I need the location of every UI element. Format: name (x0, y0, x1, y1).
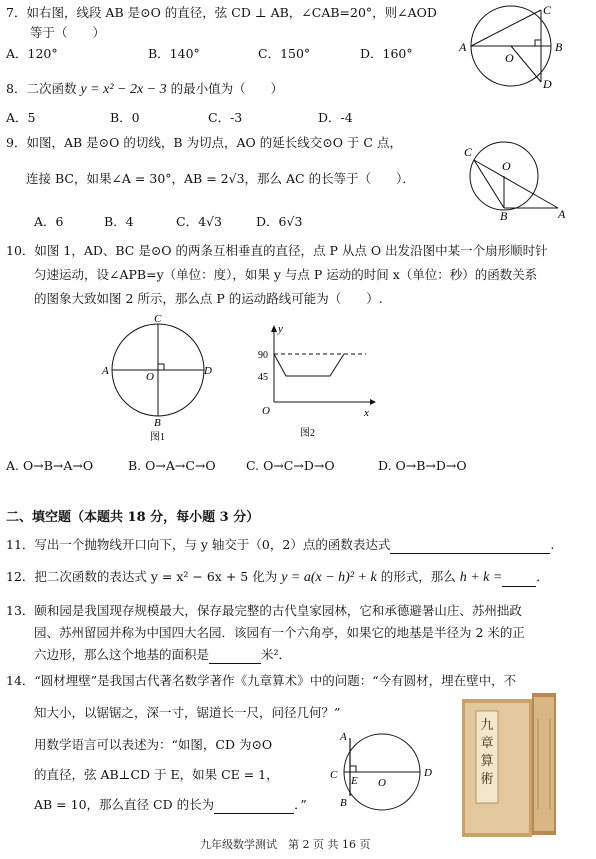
q10-figure2 (254, 320, 384, 440)
q14-figure (326, 726, 446, 814)
q10-fig2-label-x: x (364, 407, 369, 419)
q10-option-a[interactable]: A. O→B→A→O (6, 458, 94, 473)
q13-line2: 园、苏州留园并称为中国四大名园．该园有一个六角亭，如果它的地基是半径为 2 米的正 (34, 625, 525, 640)
q12-stem-post: ． (536, 569, 549, 584)
q9-option-a[interactable]: A．6 (34, 214, 64, 229)
q10-fig2-label-o: O (262, 405, 270, 417)
q9-option-d[interactable]: D．6√3 (256, 214, 303, 229)
q13-line3 (34, 646, 291, 664)
q12-answer-blank[interactable] (502, 572, 536, 587)
q7-stem: 7．如右图，线段 AB 是⊙O 的直径，弦 CD ⊥ AB，∠CAB=20°，则∠AOD (6, 5, 437, 20)
q7-option-c[interactable]: C．150° (258, 46, 311, 61)
q14-label-e: E (351, 775, 358, 787)
q10-line2: 匀速运动，设∠APB=y（单位：度），如果 y 与点 P 运动的时间 x（单位：秒）的函数关系 (34, 267, 538, 282)
q10-fig1-label-a: A (102, 365, 109, 377)
book-title-char-2: 章 (480, 735, 494, 750)
book-title-char-4: 術 (480, 771, 494, 786)
q10-line1: 10．如图 1，AD、BC 是⊙O 的两条互相垂直的直径，点 P 从点 O 出发沿图中某一个扇形顺时针 (6, 243, 548, 258)
q14-label-o: O (378, 777, 386, 789)
q14-line4: 的直径，弦 AB⊥CD 于 E，如果 CE = 1， (34, 767, 279, 782)
q7-label-c: C (543, 3, 552, 17)
q7-option-b[interactable]: B．140° (148, 46, 200, 61)
q12-formula: y = a(x − h)² + k (281, 570, 377, 585)
q10-fig2-tick-90: 90 (258, 350, 268, 361)
q9-label-b: B (500, 209, 508, 223)
q8-option-b[interactable]: B．0 (110, 110, 140, 125)
q10-fig2-caption: 图2 (300, 428, 315, 439)
q14-line1: 14．“圆材埋壁”是我国古代著名数学著作《九章算术》中的问题：“今有圆材，埋在壁中，不 (6, 673, 517, 688)
q7-label-o: O (505, 51, 514, 65)
q10-fig1-caption: 图1 (150, 432, 165, 443)
q12-stem-pre: 12．把二次函数的表达式 y = x² − 6x + 5 化为 (6, 569, 278, 584)
q12-stem-mid: 的形式，那么 (380, 569, 456, 584)
q11-answer-blank[interactable] (390, 539, 550, 554)
q9-line2: 连接 BC，如果∠A = 30°，AB = 2√3，那么 AC 的长等于（ ）． (26, 171, 415, 186)
section-fill-in-title: 二、填空题（本题共 18 分，每小题 3 分） (6, 510, 260, 525)
q9-option-c[interactable]: C．4√3 (176, 214, 222, 229)
q10-option-b[interactable]: B. O→A→C→O (128, 458, 216, 473)
q7-label-b: B (555, 40, 563, 54)
q13-line3-pre: 六边形，那么这个地基的面积是 (34, 647, 210, 662)
q12-formula2: h + k = (459, 570, 503, 585)
q8-stem-post: 的最小值为（ ） (170, 81, 284, 96)
q14-line2: 知大小，以锯锯之，深一寸，锯道长一尺，问径几何？” (34, 705, 341, 720)
q10-option-c[interactable]: C. O→C→D→O (246, 458, 335, 473)
book-title-char-1: 九 (480, 717, 494, 732)
q11-text: 11．写出一个抛物线开口向下，与 y 轴交于（0，2）点的函数表达式 (6, 537, 391, 552)
q9-label-c: C (464, 145, 473, 159)
q10-line3: 的图象大致如图 2 所示，那么点 P 的运动路线可能为（ ）. (34, 291, 383, 306)
q7-label-d: D (543, 77, 552, 90)
q7-option-a[interactable]: A．120° (6, 46, 58, 61)
q10-option-d[interactable]: D. O→B→D→O (378, 458, 467, 473)
q14-line3: 用数学语言可以表述为：“如图，CD 为⊙O (34, 737, 273, 752)
q9-figure (458, 140, 578, 224)
q8-formula: y = x² − 2x − 3 (80, 82, 167, 97)
q14-line5-post: ．” (294, 797, 307, 812)
q10-fig1-label-o: O (146, 371, 154, 383)
q10-fig1-label-c: C (154, 314, 162, 325)
q7-stem-cont: 等于（ ） (30, 25, 106, 40)
q9-line1: 9．如图，AB 是⊙O 的切线，B 为切点，AO 的延长线交⊙O 于 C 点， (6, 135, 402, 150)
q14-label-d: D (424, 767, 432, 779)
q8-stem-pre: 8．二次函数 (6, 81, 77, 96)
q10-fig1-label-b: B (154, 417, 161, 429)
q14-line5-pre: AB = 10，那么直径 CD 的长为 (34, 797, 215, 812)
q10-figure1 (100, 314, 220, 444)
q14-answer-blank[interactable] (214, 799, 294, 814)
q9-label-o: O (502, 159, 511, 173)
q8-stem (6, 80, 283, 99)
q7-option-d[interactable]: D．160° (360, 46, 413, 61)
q7-label-a: A (459, 40, 467, 54)
q13-line3-post: 米²． (261, 647, 292, 662)
q8-option-a[interactable]: A．5 (6, 110, 36, 125)
q12-stem (6, 568, 549, 587)
book-title-char-3: 算 (480, 753, 494, 768)
q14-label-c: C (330, 769, 338, 781)
q14-label-a: A (340, 731, 347, 743)
book-image (462, 689, 558, 839)
q13-answer-blank[interactable] (209, 649, 261, 664)
q9-option-b[interactable]: B．4 (104, 214, 134, 229)
q14-label-b: B (340, 797, 347, 809)
q14-line5 (34, 796, 307, 814)
q10-fig1-label-d: D (204, 365, 212, 377)
q11-stem: 11．写出一个抛物线开口向下，与 y 轴交于（0，2）点的函数表达式 . (6, 537, 555, 552)
page-footer: 九年级数学测试 第 2 页 共 16 页 (200, 838, 371, 851)
q8-option-d[interactable]: D．-4 (318, 110, 353, 125)
q8-option-c[interactable]: C．-3 (208, 110, 243, 125)
q9-label-a: A (558, 207, 566, 221)
q7-figure (455, 2, 575, 90)
q10-fig2-label-y: y (278, 323, 283, 335)
q13-line1: 13．颐和园是我国现存规模最大，保存最完整的古代皇家园林，它和承德避暑山庄、苏州拙政 (6, 603, 522, 618)
q10-fig2-tick-45: 45 (258, 372, 268, 383)
